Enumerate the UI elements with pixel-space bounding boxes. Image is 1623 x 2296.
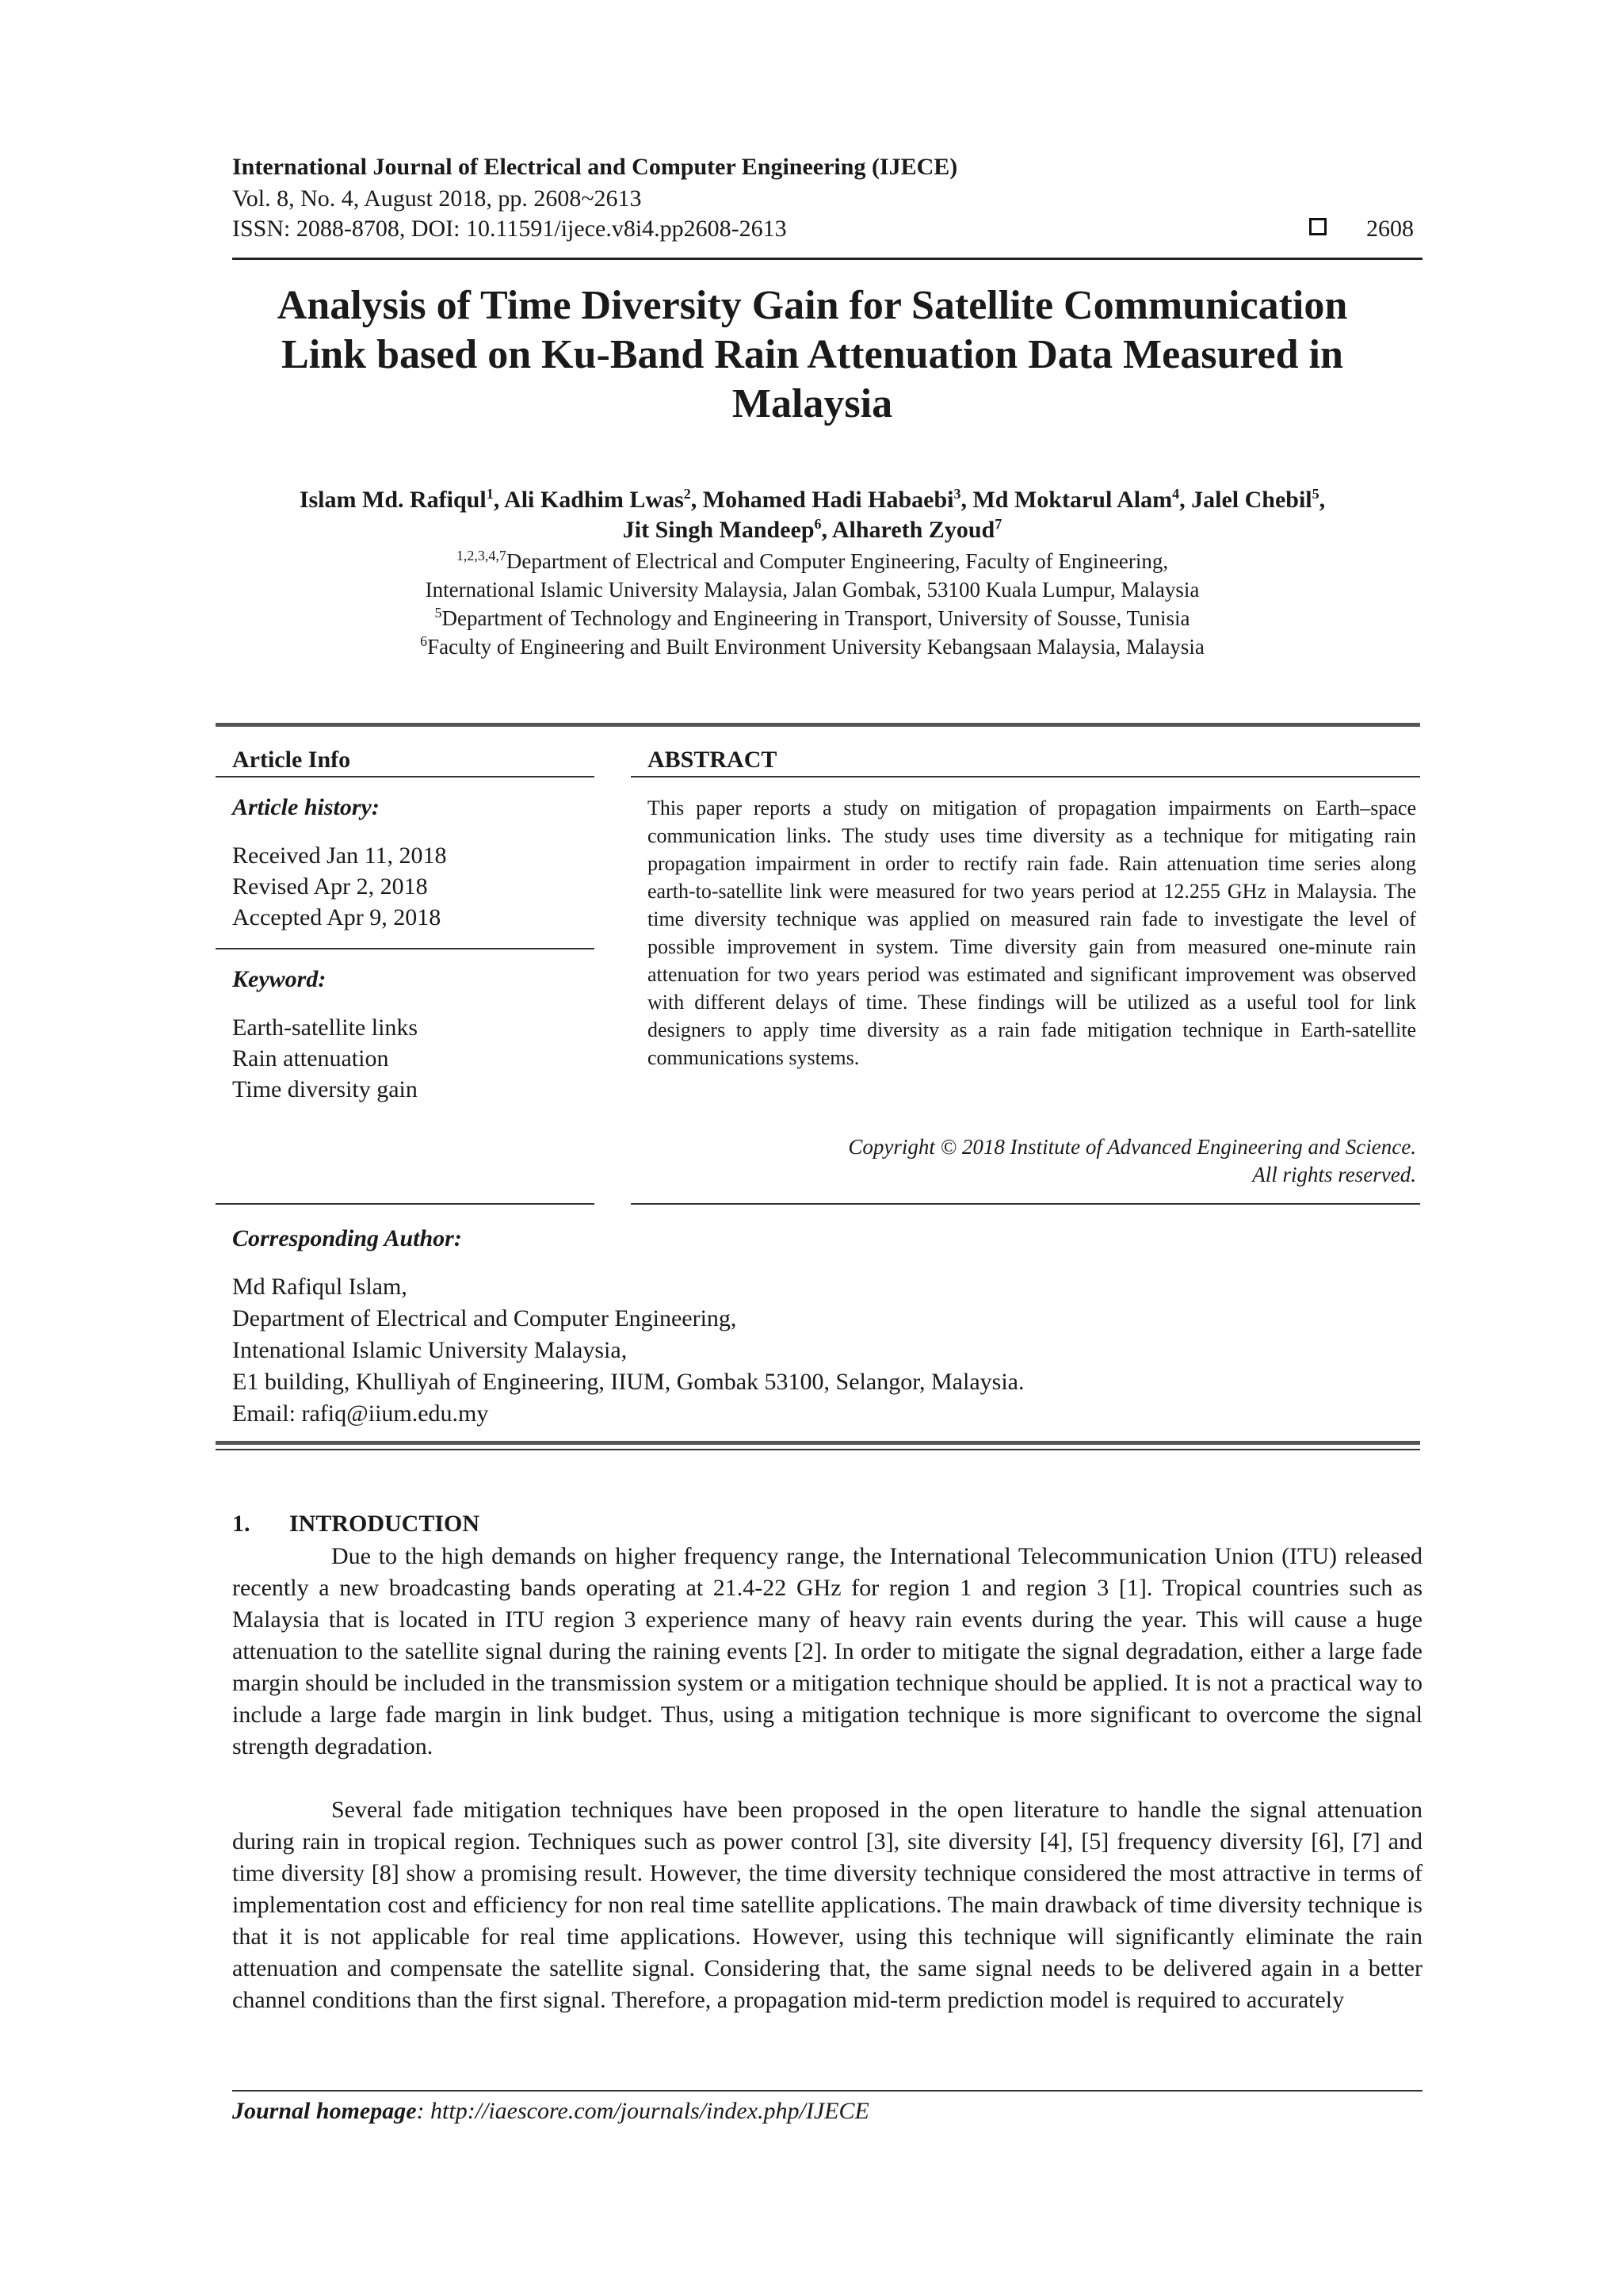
author-sup: 5 [1312,486,1319,502]
author: Jit Singh Mandeep [622,517,815,543]
title-line: Link based on Ku-Band Rain Attenuation Data Measured in [281,332,1343,377]
section-number: 1. [232,1511,250,1537]
paper-title [198,281,1426,429]
divider [631,1203,1420,1205]
paragraph: Due to the high demands on higher frequency range, the International Telecommunication Union (ITU) released recently a new broadcasting bands operating at 21.4-22 GHz for region 1 and region 3 [1]. Tropical countries such as Malaysia that is located in ITU region 3 experience many of heavy rain events during the year. This will cause a huge attenuation to the satellite signal during the raining events [2]. In order to mitigate the signal degradation, either a large fade margin should be included in the transmission system or a mitigation technique should be applied. It is not a practical way to include a large fade margin in link budget. Thus, using a mitigation technique is more significant to overcome the signal strength degradation. [232,1543,1423,1759]
section-heading: INTRODUCTION [289,1511,480,1537]
author-list [198,485,1426,545]
title-line: Analysis of Time Diversity Gain for Satellite Communication [277,283,1348,328]
author-sup: 7 [995,516,1002,532]
affiliation-text: Department of Technology and Engineering in Transport, University of Sousse, Tunisia [441,606,1190,630]
keyword: Earth-satellite links [232,1014,418,1041]
author: , Ali Kadhim Lwas [493,487,684,513]
corresponding-line: Md Rafiqul Islam, [232,1274,407,1300]
affiliation-text: Faculty of Engineering and Built Environment University Kebangsaan Malaysia, Malaysia [427,635,1205,659]
divider [216,948,594,949]
issn-doi: ISSN: 2088-8708, DOI: 10.11591/ijece.v8i4.pp2608-2613 [232,216,787,242]
affiliation [198,604,1426,632]
affiliation [198,632,1426,661]
article-history-heading: Article history: [232,794,380,820]
corresponding-email: Email: rafiq@iium.edu.my [232,1400,489,1427]
divider [216,776,594,777]
homepage-url: : http://iaescore.com/journals/index.php/IJECE [416,2098,869,2124]
affiliation: International Islamic University Malaysia, Jalan Gombak, 53100 Kuala Lumpur, Malaysia [425,578,1200,602]
author-separator: , [1319,487,1326,513]
copyright: Copyright © 2018 Institute of Advanced Engineering and Science. [848,1135,1416,1159]
author-sup: 3 [953,486,961,502]
divider [631,776,1420,777]
corresponding-heading: Corresponding Author: [232,1225,462,1251]
paragraph: Several fade mitigation techniques have been proposed in the open literature to handle the signal attenuation during rain in tropical region. Techniques such as power control [3], site diversity [4], [5] frequency diversity [6], [7] and time diversity [8] show a promising result. However, the time diversity technique considered the most attractive in terms of implementation cost and efficiency for non real time satellite applications. The main drawback of time diversity technique is that it is not applicable for real time applications. However, using this technique will significantly eliminate the rain attenuation and compensate the satellite signal. Considering that, the same signal needs to be delivered again in a better channel conditions than the first signal. Therefore, a propagation mid-term prediction model is required to accurately [232,1797,1423,2013]
volume-info: Vol. 8, No. 4, August 2018, pp. 2608~2613 [232,185,642,212]
affiliation-text: Department of Electrical and Computer Engineering, Faculty of Engineering, [506,549,1169,573]
affiliation-sup: 6 [420,633,428,649]
journal-name: International Journal of Electrical and Computer Engineering (IJECE) [232,154,958,180]
author-sup: 2 [683,486,691,502]
affiliation-sup: 1,2,3,4,7 [456,548,506,563]
revised-date: Revised Apr 2, 2018 [232,873,428,900]
abstract-text: This paper reports a study on mitigation of propagation impairments on Earth–space communication links. The study uses time diversity as a technique for mitigating rain propagation impairment in order to rectify rain fade. Rain attenuation time series along earth-to-satellite link were measured for two years period at 12.255 GHz in Malaysia. The time diversity technique was applied on measured rain fade to investigate the level of possible improvement in system. Time diversity gain from measured one-minute rain attenuation for two years period was estimated and significant improvement was observed with different delays of time. These findings will be utilized as a useful tool for link designers to apply time diversity as a rain fade mitigation technique in Earth-satellite communications systems. [647,797,1416,1069]
keyword-heading: Keyword: [232,966,327,992]
keyword: Time diversity gain [232,1076,418,1102]
author: , Jalel Chebil [1179,487,1312,513]
box-bottom-rule-2 [216,1449,1420,1450]
square-icon [1309,218,1327,235]
homepage-label: Journal homepage [232,2098,417,2124]
corresponding-line: Intenational Islamic University Malaysia, [232,1337,628,1363]
box-bottom-rule [216,1441,1420,1445]
title-line: Malaysia [731,381,893,426]
author: Islam Md. Rafiqul [299,487,487,513]
journal-homepage [232,2098,869,2125]
affiliation-sup: 5 [434,605,442,621]
author: , Alhareth Zyoud [821,517,995,543]
author-sup: 1 [486,486,494,502]
received-date: Received Jan 11, 2018 [232,842,447,869]
box-top-rule [216,723,1420,727]
author-sup: 4 [1172,486,1180,502]
author-sup: 6 [814,516,822,532]
header-rule [232,258,1423,260]
page-number: 2608 [1366,216,1414,242]
footer-rule [232,2090,1423,2092]
keyword: Rain attenuation [232,1045,389,1072]
article-info-heading: Article Info [232,747,351,773]
affiliation [198,547,1426,575]
author: , Mohamed Hadi Habaebi [690,487,954,513]
divider [216,1203,594,1205]
author: , Md Moktarul Alam [960,487,1173,513]
corresponding-line: Department of Electrical and Computer Engineering, [232,1305,737,1331]
accepted-date: Accepted Apr 9, 2018 [232,904,441,930]
abstract-heading: ABSTRACT [647,747,777,773]
rights: All rights reserved. [1252,1163,1416,1186]
corresponding-line: E1 building, Khulliyah of Engineering, IIUM, Gombak 53100, Selangor, Malaysia. [232,1369,1025,1395]
